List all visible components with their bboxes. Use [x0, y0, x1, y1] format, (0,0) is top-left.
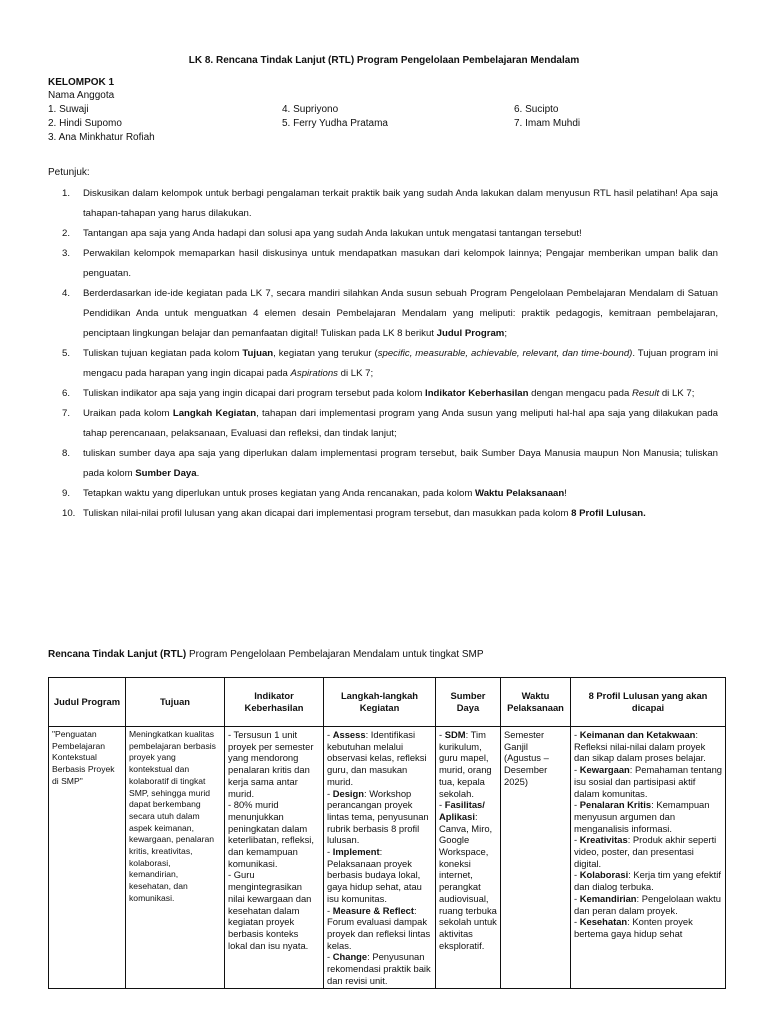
- text-run: !: [564, 488, 567, 499]
- text-run: : Konten proyek bertema gaya hidup sehat: [574, 916, 693, 939]
- text-run: : Pengelolaan waktu dan peran dalam proyek.: [574, 892, 721, 916]
- table-caption: [48, 649, 484, 660]
- text-run: . Tujuan program ini mengacu pada harapan yang ingin dicapai pada: [83, 348, 718, 379]
- member-name: 5. Ferry Yudha Pratama: [282, 118, 388, 129]
- text-run: -: [574, 764, 580, 776]
- text-run: -: [327, 787, 333, 799]
- cell-line: [574, 764, 722, 799]
- bold-text: Waktu Pelaksanaan: [475, 488, 565, 499]
- text-run: -: [327, 951, 333, 963]
- instruction-number: 10.: [62, 508, 76, 519]
- text-run: dengan mengacu pada: [528, 388, 632, 399]
- instruction-item: [48, 184, 718, 224]
- cell-line: [327, 788, 432, 847]
- text-run: di LK 7;: [337, 368, 374, 379]
- table-header-row: [49, 678, 726, 727]
- bold-text: Langkah Kegiatan: [172, 408, 257, 419]
- cell-tujuan: Meningkatkan kualitas pembelajaran berbasis proyek yang kontekstual dan kolaboratif di tingkat SMP, sehingga murid dapat berkembang secara utuh dalam aspek keimanan, kewargaan, penalaran kritis, kreativitas, kolaborasi, kemandirian, kesehatan, dan komunikasi.: [126, 727, 225, 989]
- text-run: -: [327, 729, 333, 740]
- text-run: Uraikan pada kolom: [83, 408, 173, 419]
- cell-line: [574, 916, 722, 939]
- bold-text: Penalaran Kritis: [579, 799, 652, 811]
- instruction-item: [48, 284, 718, 344]
- text-run: di LK 7;: [659, 388, 695, 399]
- member-name: 7. Imam Muhdi: [514, 118, 581, 129]
- instruction-item: [48, 444, 718, 484]
- text-run: : Pelaksanaan proyek berbasis budaya lokal, gaya hidup sehat, atau isu komunitas.: [327, 846, 422, 904]
- cell-line: [228, 729, 320, 799]
- text-run: Berderdasarkan ide-ide kegiatan pada LK 7, secara mandiri silahkan Anda susun sebuah Program Pengelolaan Pembelajaran Mendalam di Satuan Pendidikan Anda untuk menguatkan 4 elemen desain Pembelajaran Mendalam yang meliputi: praktik pedagogis, kemitraan pembelajaran, penciptaan lingkungan belajar dan pemanfaatan digital! Tuliskan pada LK 8 berikut: [83, 288, 718, 339]
- bold-text: SDM: [444, 729, 466, 740]
- text-run: -: [574, 729, 580, 740]
- bold-text: Keimanan dan Ketakwaan: [579, 729, 696, 740]
- cell-line: [574, 799, 722, 834]
- cell-line: [439, 799, 497, 951]
- cell-line: [574, 729, 722, 764]
- instructions-label: Petunjuk:: [48, 167, 90, 178]
- cell-line: [574, 834, 722, 869]
- cell-line: [574, 869, 722, 892]
- text-run: Tuliskan tujuan kegiatan pada kolom: [83, 348, 243, 359]
- document-title: LK 8. Rencana Tindak Lanjut (RTL) Program Pengelolaan Pembelajaran Mendalam: [188, 55, 580, 66]
- member-list: [48, 104, 728, 144]
- text-run: : Produk akhir seperti video, poster, dan presentasi digital.: [574, 834, 717, 869]
- cell-line: [228, 869, 320, 951]
- text-run: : Pemahaman tentang isu sosial dan partisipasi aktif dalam komunitas.: [574, 764, 723, 799]
- text-run: Tetapkan waktu yang diperlukan untuk proses kegiatan yang Anda rencanakan, pada kolom: [83, 488, 476, 499]
- cell-langkah: [324, 727, 436, 989]
- text-run: : Forum evaluasi dampak proyek dan refleksi lintas kelas.: [327, 904, 431, 951]
- bold-text: Indikator Keberhasilan: [425, 388, 529, 399]
- bold-text: Change: [332, 951, 368, 963]
- text-run: -: [327, 904, 333, 916]
- instruction-item: [48, 504, 718, 524]
- italic-text: specific, measurable, achievable, relevant, dan time-bound): [377, 348, 633, 359]
- instruction-item: [48, 404, 718, 444]
- text-run: , tahapan dari implementasi program yang Anda susun yang meliputi hal-hal apa saja yang dilakukan pada tahap perencanaan, pelaksanaan, Evaluasi dan refleksi, dan tindak lanjut;: [83, 408, 719, 439]
- cell-waktu: Semester Ganjil (Agustus – Desember 2025): [501, 727, 571, 989]
- bold-text: Kesehatan: [579, 916, 628, 928]
- bold-text: Fasilitas/ Aplikasi: [439, 799, 485, 822]
- text-run: -: [574, 799, 580, 811]
- bold-text: Assess: [332, 729, 366, 740]
- cell-sumber-daya: [436, 727, 501, 989]
- text-run: : Tim kurikulum, guru mapel, murid, orang tua, kepala sekolah.: [439, 729, 492, 799]
- instruction-number: 9.: [62, 488, 71, 499]
- member-name: 2. Hindi Supomo: [48, 118, 122, 129]
- bold-text: Kemandirian: [579, 892, 637, 904]
- text-run: - Tersusun 1 unit proyek per semester yang mendorong penalaran kritis dan kerja sama antar murid.: [228, 729, 314, 799]
- bold-text: 8 Profil Lulusan.: [571, 508, 646, 519]
- member-name: [514, 132, 728, 144]
- instruction-number: 7.: [62, 408, 71, 419]
- cell-line: [228, 799, 320, 869]
- member-name: [282, 132, 514, 144]
- column-header: Judul Program: [49, 678, 126, 727]
- bold-text: Kewargaan: [579, 764, 630, 776]
- text-run: -: [574, 869, 580, 881]
- member-name: 1. Suwaji: [48, 104, 89, 115]
- italic-text: Aspirations: [290, 368, 338, 379]
- bold-text: Design: [332, 787, 364, 799]
- cell-judul-program: "Penguatan Pembelajaran Kontekstual Berbasis Proyek di SMP": [49, 727, 126, 989]
- member-name: 6. Sucipto: [514, 104, 559, 115]
- text-run: -: [574, 834, 580, 846]
- instruction-list: [48, 184, 718, 524]
- instruction-item: [48, 384, 718, 404]
- text-run: : Penyusunan rekomendasi praktik baik dan revisi unit.: [327, 951, 431, 986]
- text-run: ;: [504, 328, 507, 339]
- italic-text: Result: [631, 388, 660, 399]
- instruction-item: [48, 344, 718, 384]
- text-run: -: [574, 892, 580, 904]
- column-header: Indikator Keberhasilan: [225, 678, 324, 727]
- bold-text: Kolaborasi: [579, 869, 629, 881]
- bold-text: Implement: [332, 846, 380, 858]
- text-run: : Workshop perancangan proyek lintas tema, penyusunan rubrik berbasis 8 profil lulusan.: [327, 787, 429, 846]
- instruction-number: 6.: [62, 388, 71, 399]
- text-run: - 80% murid menunjukkan peningkatan dalam keterlibatan, refleksi, dan kemampuan komunikasi.: [228, 799, 314, 869]
- text-run: : Kemampuan menyusun argumen dan menganalisis informasi.: [574, 799, 710, 834]
- instruction-number: 4.: [62, 288, 71, 299]
- text-run: Perwakilan kelompok memaparkan hasil diskusinya untuk mendapatkan masukan dari kelompok lainnya; Pengajar memberikan umpan balik dan penguatan.: [83, 248, 718, 279]
- member-name: 4. Supriyono: [282, 104, 339, 115]
- text-run: -: [327, 846, 333, 858]
- cell-line: [327, 846, 432, 905]
- text-run: -: [439, 729, 445, 740]
- instruction-number: 2.: [62, 228, 71, 239]
- text-run: : Refleksi nilai-nilai dalam proyek dan sikap dalam proses belajar.: [574, 729, 706, 764]
- cell-indikator: [225, 727, 324, 989]
- bold-text: Kreativitas: [579, 834, 628, 846]
- column-header: Waktu Pelaksanaan: [501, 678, 571, 727]
- text-run: -: [574, 916, 580, 928]
- text-run: Tuliskan nilai-nilai profil lulusan yang akan dicapai dari implementasi program tersebut, dan masukkan pada kolom: [83, 508, 572, 519]
- text-run: Diskusikan dalam kelompok untuk berbagi pengalaman terkait praktik baik yang sudah Anda lakukan dalam menyusun RTL hasil pelatihan! Apa saja tahapan-tahapan yang harus dilakukan.: [83, 188, 718, 219]
- text-run: Tuliskan indikator apa saja yang ingin dicapai dari program tersebut pada kolom: [83, 388, 426, 399]
- text-run: .: [196, 468, 200, 479]
- cell-profil-lulusan: [571, 727, 726, 989]
- table-caption-rest: Program Pengelolaan Pembelajaran Mendalam untuk tingkat SMP: [186, 649, 484, 660]
- cell-line: [327, 729, 432, 788]
- text-run: Tantangan apa saja yang Anda hadapi dan solusi apa yang sudah Anda lakukan untuk mengatasi tantangan tersebut!: [83, 228, 582, 239]
- text-run: tuliskan sumber daya apa saja yang diperlukan dalam implementasi program tersebut, baik Sumber Daya Manusia maupun Non Manusia; tuliskan pada kolom: [83, 448, 718, 479]
- instruction-item: [48, 224, 718, 244]
- instruction-number: 8.: [62, 448, 71, 459]
- rtl-table: [48, 677, 726, 989]
- instruction-number: 5.: [62, 348, 71, 359]
- text-run: : Canva, Miro, Google Workspace, koneksi internet, perangkat audiovisual, ruang terbuka sekolah untuk aktivitas eksploratif.: [439, 810, 497, 951]
- text-run: -: [439, 799, 445, 811]
- text-run: , kegiatan yang terukur (: [273, 348, 378, 359]
- instruction-item: [48, 484, 718, 504]
- instruction-number: 3.: [62, 248, 71, 259]
- cell-line: [327, 905, 432, 952]
- instruction-number: 1.: [62, 188, 71, 199]
- table-row: [49, 727, 726, 989]
- member-name: 3. Ana Minkhatur Rofiah: [48, 132, 155, 143]
- text-run: : Kerja tim yang efektif dan dialog terbuka.: [574, 869, 721, 893]
- table-caption-bold: Rencana Tindak Lanjut (RTL): [48, 649, 187, 660]
- instruction-item: [48, 244, 718, 284]
- text-run: : Identifikasi kebutuhan melalui observasi kelas, refleksi guru, dan masukan murid.: [327, 729, 427, 787]
- bold-text: Sumber Daya: [135, 468, 197, 479]
- cell-line: [439, 729, 497, 799]
- column-header: 8 Profil Lulusan yang akan dicapai: [571, 678, 726, 727]
- column-header: Langkah-langkah Kegiatan: [324, 678, 436, 727]
- bold-text: Measure & Reflect: [332, 904, 415, 916]
- text-run: - Guru mengintegrasikan nilai kewargaan dan kesehatan dalam kegiatan proyek berbasis konteks lokal dan isu nyata.: [228, 869, 312, 951]
- cell-line: [327, 951, 432, 986]
- cell-line: [574, 893, 722, 916]
- column-header: Sumber Daya: [436, 678, 501, 727]
- member-label: Nama Anggota: [48, 90, 115, 101]
- group-title: KELOMPOK 1: [48, 77, 115, 88]
- column-header: Tujuan: [126, 678, 225, 727]
- bold-text: Judul Program: [436, 328, 505, 339]
- bold-text: Tujuan: [242, 348, 274, 359]
